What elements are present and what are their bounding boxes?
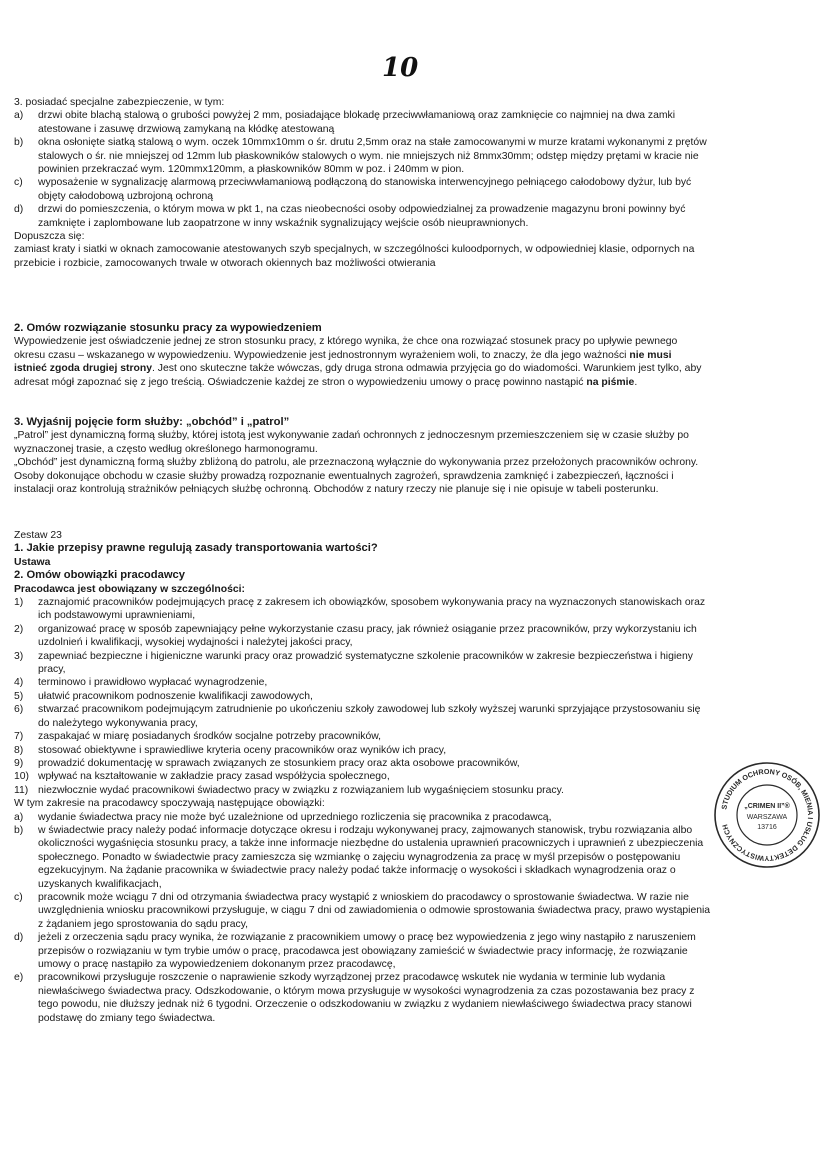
duty-item	[14, 757, 792, 770]
answer-text: .	[634, 376, 638, 388]
list-item-line: okna osłonięte siatką stalową o wym. oczek 10mmx10mm o śr. drutu 2,5mm oraz na stałe zamocowanymi w murze kratami wykonanymi z prętów	[38, 137, 707, 149]
duty-item	[14, 703, 792, 730]
duty-item	[14, 784, 792, 797]
answer-text: . Jest ono skuteczne także wówczas, gdy druga strona odmawia przyjęcia go do wiadomości. Warunkiem jest tylko, aby	[152, 363, 702, 375]
list-item-line: wydanie świadectwa pracy nie może być uzależnione od uprzedniego rozliczenia się pracownika z pracodawcą,	[38, 811, 552, 823]
list-marker: a)	[14, 110, 24, 122]
list-item-line: pracy,	[38, 664, 66, 676]
list-marker: 2)	[14, 623, 24, 635]
list-item-line: niewłaściwego świadectwa pracy. Odszkodowanie, o którym mowa przysługuje w wysokości wynagrodzenia za czas pozostawania bez pracy z	[38, 985, 695, 997]
list-marker: c)	[14, 177, 23, 189]
emphasis-text: istnieć zgoda drugiej strony	[14, 363, 152, 375]
question-heading: 1. Jakie przepisy prawne regulują zasady transportowania wartości?	[14, 542, 378, 555]
list-item-line: pracownikowi przysługuje roszczenie o naprawienie szkody wyrządzonej przez pracodawcę wskutek nie wydania w terminie lub wydania	[38, 972, 666, 984]
section-security-requirements	[14, 96, 792, 270]
list-marker: 8)	[14, 744, 24, 756]
answer-line-3: „Obchód” jest dynamiczną formą służby zbliżoną do patrolu, ale przeznaczoną wyłącznie do wykonywania przez przełożonych pracowników ochrony.	[14, 457, 699, 469]
list-marker: d)	[14, 204, 24, 216]
list-marker: b)	[14, 824, 24, 836]
list-item-line: stalowych o śr. nie mniejszej od 12mm lub płaskowników stalowych o wym. nie mniejszych niż 8mmx30mm; odstęp między prętami w kracie nie	[38, 150, 699, 162]
question-heading: 2. Omów obowiązki pracodawcy	[14, 569, 185, 582]
list-item-line: zapewniać bezpieczne i higieniczne warunki pracy oraz prowadzić systematyczne szkolenie pracowników w zakresie bezpieczeństwa i higieny	[38, 650, 693, 662]
stamp-name: „CRIMEN II”®	[744, 803, 790, 810]
duty-item	[14, 650, 792, 677]
list-item-line: zaspakajać w miarę posiadanych środków socjalne potrzeby pracowników,	[38, 731, 382, 743]
list-item-line: stwarzać pracownikom podejmującym zatrudnienie po ukończeniu szkoły zawodowej lub szkoły wyższej warunki sprzyjające przystosowaniu się	[38, 704, 701, 716]
stamp-number: 13716	[757, 824, 777, 831]
list-item-line: objęty całodobową uzbrojoną ochroną	[38, 190, 214, 202]
list-item-line: ułatwić pracownikom podnoszenie kwalifikacji zawodowych,	[38, 690, 313, 702]
list-marker: b)	[14, 137, 24, 149]
list-marker: 6)	[14, 704, 24, 716]
zestaw-title: Zestaw 23	[14, 530, 62, 541]
emphasis-text: na piśmie	[586, 376, 635, 388]
stamp-ring-text: STUDIUM OCHRONY OSÓB, MIENIA I USŁUG DETEKTYWISTYCZNYCH	[719, 766, 816, 864]
list-item-line: przepisów o rozwiązaniu w tym trybie umów o pracę, pracodawca jest obowiązany zamieścić w świadectwie pracy informację, że rozwiązanie	[38, 945, 688, 957]
answer-text: adresat mógł zapoznać się z jego treścią. Oświadczenie każdej ze stron o wypowiedzeniu umowy o pracę powinno nastąpić	[14, 376, 587, 388]
answer-line-2: wyznaczonej trasie, a często według określonego harmonogramu.	[14, 443, 318, 455]
list-item-line: społecznego. Ponadto w świadectwie pracy zamieszcza się wzmiankę o zajęciu wynagrodzenia za pracę w myśl przepisów o postępowaniu	[38, 851, 681, 863]
obligations-intro: Pracodawca jest obowiązany w szczególności:	[14, 583, 245, 595]
question-termination	[14, 322, 792, 389]
dopuszcza-line-1: zamiast kraty i siatki w oknach zamocowanie atestowanych szyb specjalnych, w szczególności kuloodpornych, w odpowiedniej klasie, odpornych na	[14, 244, 695, 256]
list-item-line: do należytego wykonywania pracy,	[38, 717, 198, 729]
section-title: 3. posiadać specjalne zabezpieczenie, w tym:	[14, 97, 225, 108]
duty-item	[14, 730, 792, 743]
question-heading: 2. Omów rozwiązanie stosunku pracy za wypowiedzeniem	[14, 322, 322, 334]
list-item-line: wyposażenie w sygnalizację alarmową przeciwwłamaniową podłączoną do stanowiska interwencyjnego pełniącego całodobowy dyżur, lub być	[38, 177, 692, 189]
emphasis-text: nie musi	[629, 349, 672, 361]
list-marker: e)	[14, 972, 24, 984]
list-item-line: stosować obiektywne i sprawiedliwe kryteria oceny pracowników oraz wyników ich pracy,	[38, 744, 447, 756]
list-item-line: atestowane i zasuwę drzwiową zamykaną na kłódkę atestowaną	[38, 123, 335, 135]
duty-item	[14, 623, 792, 650]
zestaw-section	[14, 529, 792, 1025]
list-marker: 1)	[14, 597, 24, 609]
answer-text: Ustawa	[14, 556, 51, 568]
list-item-line: drzwi obite blachą stalową o grubości powyżej 2 mm, posiadające blokadę przeciwwłamaniową oraz zamknięcie co najmniej na dwa zamki	[38, 110, 676, 122]
list-item-line: organizować pracę w sposób zapewniający pełne wykorzystanie czasu pracy, jak również osiąganie przez pracowników, przy wykorzystaniu ich	[38, 623, 697, 635]
stamp-city: WARSZAWA	[746, 814, 788, 821]
list-marker: d)	[14, 932, 24, 944]
answer-line-3	[14, 362, 792, 375]
security-item	[14, 176, 792, 203]
list-marker: c)	[14, 891, 23, 903]
duty-item	[14, 690, 792, 703]
employer-duties-list	[14, 596, 792, 797]
list-item-line: podstawę do zmiany tego świadectwa.	[38, 1012, 216, 1024]
answer-line-1: „Patrol” jest dynamiczną formą służby, której istotą jest wykonywanie zadań ochronnych z jednoczesnym przemieszczeniem się w czasie służby po	[14, 430, 689, 442]
certificate-intro: W tym zakresie na pracodawcy spoczywają następujące obowiązki:	[14, 798, 325, 810]
list-item-line: prowadzić dokumentację w sprawach związanych ze stosunkiem pracy oraz akta osobowe pracowników,	[38, 757, 520, 769]
list-item-line: umowy o pracę nastąpiło za wypowiedzeniem dokonanym przez pracodawcę,	[38, 959, 396, 970]
list-marker: a)	[14, 811, 24, 823]
list-item-line: egzekucyjnym. Na żądanie pracownika w świadectwie pracy należy podać także informację o wysokości i składkach wynagrodzenia oraz o	[38, 865, 676, 877]
list-item-line: jeżeli z orzeczenia sądu pracy wynika, że rozwiązanie z pracownikiem umowy o pracę bez wypowiedzenia z jego winy nastąpiło z naruszeniem	[38, 932, 696, 944]
list-item-line: pracownik może wciągu 7 dni od otrzymania świadectwa pracy wystąpić z wnioskiem do pracodawcy o sprostowanie świadectwa. W razie nie	[38, 891, 689, 903]
security-item	[14, 136, 792, 176]
duty-item	[14, 676, 792, 689]
list-item-line: zamknięte i zaplombowane lub zaopatrzone w inny wskaźnik sygnalizujący wejście osób nieuprawnionych.	[38, 217, 529, 229]
certificate-duty-item	[14, 811, 792, 824]
list-item-line: uzyskanych kwalifikacjach,	[38, 878, 162, 890]
question-heading: 3. Wyjaśnij pojęcie form służby: „obchód” i „patrol”	[14, 416, 290, 428]
list-item-line: niezwłocznie wydać pracownikowi świadectwo pracy w związku z rozwiązaniem lub wygaśnięciem stosunku pracy.	[38, 784, 564, 796]
list-item-line: w świadectwie pracy należy podać informacje dotyczące okresu i rodzaju wykonywanej pracy, zajmowanych stanowisk, trybu rozwiązania albo	[38, 824, 693, 836]
list-marker: 4)	[14, 677, 24, 689]
certificate-duties-list	[14, 811, 792, 1026]
list-marker: 9)	[14, 757, 24, 769]
duty-item	[14, 596, 792, 623]
certificate-duty-item	[14, 824, 792, 891]
list-item-line: wpływać na kształtowanie w zakładzie pracy zasad współżycia społecznego,	[38, 771, 390, 783]
list-item-line: uwzględnienia wniosku pracownikowi przysługuje, w ciągu 7 dni od zawiadomienia o odmowie sprostowania świadectwa pracy, prawo wystąpienia	[38, 905, 711, 917]
list-item-line: okoliczności wygaśnięcia stosunku pracy, a także inne informacje niezbędne do ustalenia uprawnień pracowniczych i uprawnień z ubezpieczenia	[38, 838, 704, 850]
duty-item	[14, 744, 792, 757]
answer-line-4	[14, 376, 792, 389]
question-service-forms	[14, 416, 792, 496]
answer-line-1: Wypowiedzenie jest oświadczenie jednej ze stron stosunku pracy, z którego wynika, że chce ona rozwiązać stosunek pracy po upływie pewnego	[14, 336, 678, 348]
list-marker: 10)	[14, 771, 30, 783]
list-item-line: tego powodu, nie dłuższy jednak niż 6 tygodni. Orzeczenie o odszkodowaniu w związku z wydaniem niewłaściwego świadectwa pracy stanowi	[38, 999, 692, 1011]
duty-item	[14, 770, 792, 783]
company-stamp	[712, 760, 822, 870]
answer-line-5: instalacji oraz kontrolują strażników pełniących służbę ochronną. Obchodów z natury rzeczy nie planuje się i nie opisuje w tabeli posterunku.	[14, 484, 659, 496]
page-number: 10	[382, 53, 419, 83]
list-marker: 7)	[14, 731, 24, 743]
answer-text: okresu czasu – wskazanego w wypowiedzeniu. Wypowiedzenie jest jednostronnym wyrażeniem woli, to znaczy, że dla jego ważności	[14, 349, 630, 361]
dopuszcza-label: Dopuszcza się:	[14, 231, 85, 243]
list-item-line: terminowo i prawidłowo wypłacać wynagrodzenie,	[38, 677, 268, 689]
list-marker: 11)	[14, 784, 29, 796]
list-marker: 5)	[14, 690, 24, 702]
security-item	[14, 109, 792, 136]
list-item-line: drzwi do pomieszczenia, o którym mowa w pkt 1, na czas nieobecności osoby odpowiedzialnej za prowadzenie magazynu broni powinny być	[38, 204, 686, 216]
answer-line-4: Osoby dokonujące obchodu w czasie służby prowadzą rozpoznanie ewentualnych zagrożeń, sprawdzenia zamknięć i zabezpieczeń, łączności i	[14, 470, 674, 482]
list-item-line: powinien przekraczać wym. 120mmx120mm, a płaskowników 80mm w poz. i 240mm w pion.	[38, 164, 465, 176]
security-item	[14, 203, 792, 230]
certificate-duty-item	[14, 931, 792, 971]
list-marker: 3)	[14, 650, 24, 662]
list-item-line: uzdolnień i kwalifikacji, wysokiej wydajności i należytej jakości pracy,	[38, 637, 353, 649]
certificate-duty-item	[14, 891, 792, 931]
list-item-line: ich podstawowymi uprawnieniami,	[38, 610, 196, 622]
certificate-duty-item	[14, 971, 792, 1025]
security-items-list	[14, 109, 792, 230]
dopuszcza-line-2: przebicie i rozbicie, zamocowanych trwale w otworach okiennych baz możliwości otwierania	[14, 257, 436, 269]
list-item-line: z żądaniem jego sprostowania do sądu pracy,	[38, 918, 249, 930]
answer-line-2	[14, 349, 792, 362]
list-item-line: zaznajomić pracowników podejmujących pracę z zakresem ich obowiązków, sposobem wykonywania pracy na wyznaczonych stanowiskach oraz	[38, 597, 706, 609]
